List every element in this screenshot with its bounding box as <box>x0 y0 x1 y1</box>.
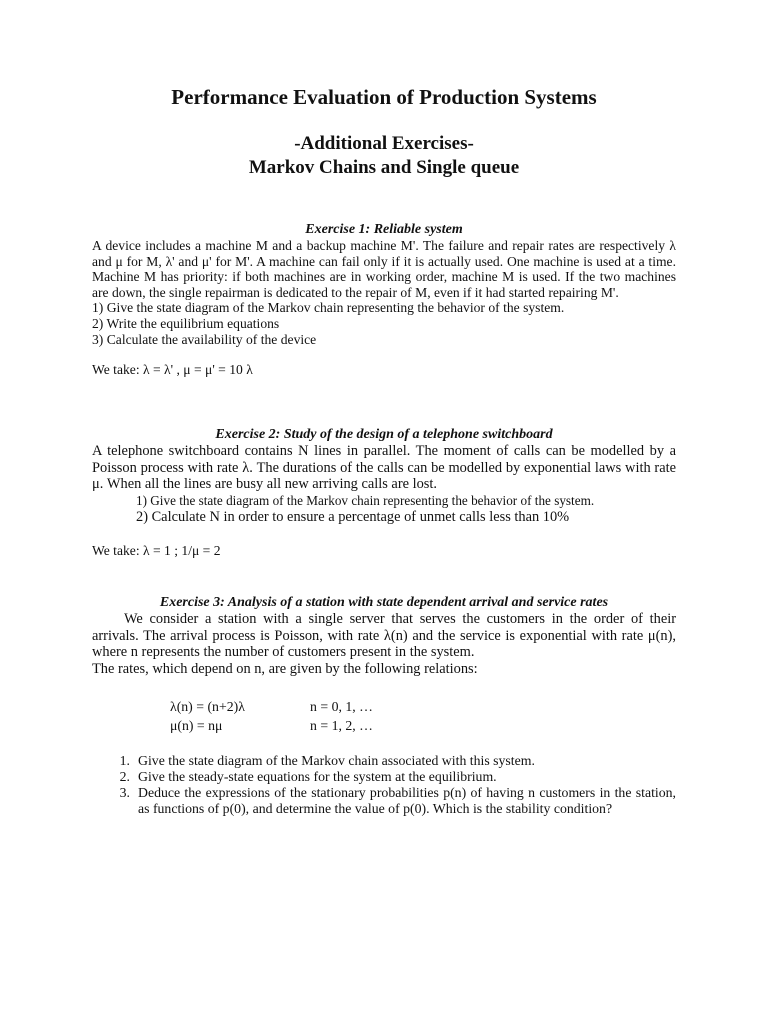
relation-domain: n = 0, 1, … <box>310 699 373 715</box>
list-item-text: Give the state diagram of the Markov chain associated with this system. <box>138 753 535 769</box>
relation-row-mu <box>92 716 676 735</box>
list-item-number: 2. <box>119 769 130 785</box>
exercise-3-title: Exercise 3: Analysis of a station with state dependent arrival and service rates <box>159 595 609 610</box>
exercise-2-item-1: 1) Give the state diagram of the Markov chain representing the behavior of the system. <box>136 492 595 508</box>
exercise-2-list <box>92 493 676 527</box>
list-item <box>92 785 676 817</box>
list-item <box>92 769 676 785</box>
list-item <box>92 753 676 769</box>
exercise-2 <box>92 426 676 559</box>
exercise-3-rates-intro: The rates, which depend on n, are given by the following relations: <box>92 660 478 677</box>
exercise-1-we-take: We take: λ = λ' , μ = μ' = 10 λ <box>92 362 253 378</box>
exercise-2-item-2: 2) Calculate N in order to ensure a percentage of unmet calls less than 10% <box>136 509 570 526</box>
list-item-number: 1. <box>119 753 130 769</box>
exercise-1-item-3: 3) Calculate the availability of the device <box>92 331 317 347</box>
exercise-2-we-take: We take: λ = 1 ; 1/μ = 2 <box>92 543 221 559</box>
relation-domain: n = 1, 2, … <box>310 718 373 734</box>
exercise-1-title: Exercise 1: Reliable system <box>305 222 463 237</box>
document-title: Performance Evaluation of Production Systems <box>171 85 597 109</box>
exercise-2-paragraph: A telephone switchboard contains N lines in parallel. The moment of calls can be modelled by a Poisson process with rate λ. The durations of the calls can be modelled by exponential laws with rate μ. When all the lines are busy all new arriving calls are lost. <box>92 443 676 493</box>
exercise-1-paragraph: A device includes a machine M and a backup machine M'. The failure and repair rates are respectively λ and μ for M, λ' and μ' for M'. A machine can fail only if it is actually used. One machine is used at a time. Machine M has priority: if both machines are in working order, machine M is used. If the two machines are down, the single repairman is dedicated to the repair of M, even if it had started repairing M'. <box>92 238 676 300</box>
exercise-2-title: Exercise 2: Study of the design of a telephone switchboard <box>215 427 553 442</box>
relation-row-lambda <box>92 697 676 716</box>
document-subtitle <box>0 132 768 180</box>
exercise-1 <box>92 221 676 378</box>
exercise-1-item-2: 2) Write the equilibrium equations <box>92 315 280 331</box>
list-item-number: 3. <box>119 785 130 801</box>
subtitle-line-2: Markov Chains and Single queue <box>248 157 520 178</box>
list-item-text: Deduce the expressions of the stationary probabilities p(n) of having n customers in the station, as functions of p(0), and determine the value of p(0). Which is the stability condition? <box>138 785 676 817</box>
rate-relations <box>92 697 676 735</box>
relation-formula: λ(n) = (n+2)λ <box>170 699 245 715</box>
exercise-3-list <box>92 753 676 817</box>
subtitle-line-1: -Additional Exercises- <box>294 133 474 154</box>
exercise-3-paragraph: We consider a station with a single server that serves the customers in the order of their arrivals. The arrival process is Poisson, with rate λ(n) and the service is exponential with rate μ(n), where n represents the number of customers present in the system. <box>92 611 676 661</box>
exercise-1-item-1: 1) Give the state diagram of the Markov chain representing the behavior of the system. <box>92 300 565 316</box>
list-item-text: Give the steady-state equations for the system at the equilibrium. <box>138 769 497 785</box>
exercise-3 <box>92 594 676 817</box>
relation-formula: μ(n) = nμ <box>170 718 223 734</box>
